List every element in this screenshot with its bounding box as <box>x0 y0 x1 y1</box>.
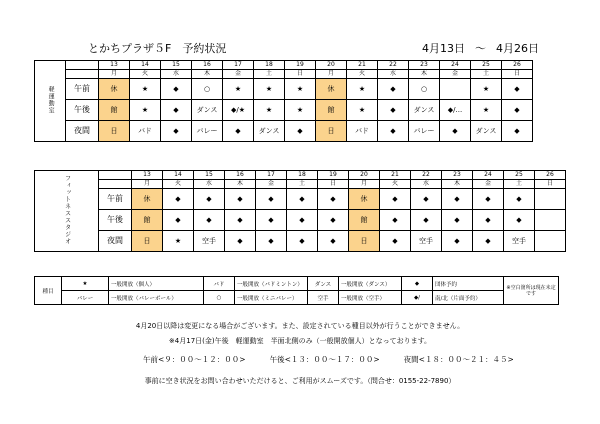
schedule-cell: ★ <box>130 79 161 100</box>
header-blank <box>98 171 131 180</box>
schedule-cell <box>534 210 565 231</box>
day-number: 13 <box>99 61 130 70</box>
schedule-cell: ◆ <box>224 210 255 231</box>
legend-symbol: バド <box>204 277 235 291</box>
day-of-week: 日 <box>502 70 533 79</box>
legend-desc: 一般開放（ミニバレー） <box>235 291 308 305</box>
schedule-cell: ◆ <box>441 189 472 210</box>
day-number: 13 <box>131 171 162 180</box>
schedule-table-fitness-studio <box>34 170 566 252</box>
schedule-cell: ○ <box>192 79 223 100</box>
facility-name <box>35 171 99 252</box>
day-number: 24 <box>472 171 503 180</box>
schedule-cell: ◆ <box>410 210 441 231</box>
schedule-cell: ◆ <box>224 189 255 210</box>
day-of-week: 水 <box>378 70 409 79</box>
day-of-week: 土 <box>254 70 285 79</box>
day-of-week: 金 <box>255 180 286 189</box>
schedule-cell: バド <box>347 121 378 142</box>
schedule-cell: ◆ <box>161 121 192 142</box>
day-number: 18 <box>254 61 285 70</box>
schedule-cell: ◆ <box>317 231 348 252</box>
day-number: 25 <box>503 171 534 180</box>
schedule-cell: ★ <box>471 100 502 121</box>
schedule-cell: バレー <box>192 121 223 142</box>
day-of-week: 火 <box>347 70 378 79</box>
schedule-cell: ◆ <box>162 189 193 210</box>
schedule-cell: 空手 <box>193 231 224 252</box>
closed-day-cell: 日 <box>348 231 379 252</box>
day-number: 18 <box>286 171 317 180</box>
time-slot-label: 午後 <box>66 100 99 121</box>
day-number: 16 <box>192 61 223 70</box>
range-end: 4月26日 <box>496 42 539 55</box>
legend-desc: 一般開放（バドミントン） <box>235 277 308 291</box>
day-of-week: 水 <box>161 70 192 79</box>
schedule-cell: ★ <box>471 79 502 100</box>
schedule-cell: ◆ <box>317 210 348 231</box>
schedule-cell: ◆ <box>472 189 503 210</box>
schedule-cell: ◆ <box>379 231 410 252</box>
day-number: 14 <box>130 61 161 70</box>
schedule-cell: ◆/... <box>440 100 471 121</box>
closed-day-cell: 日 <box>131 231 162 252</box>
schedule-cell: バド <box>130 121 161 142</box>
day-number: 22 <box>378 61 409 70</box>
schedule-cell: ◆ <box>503 189 534 210</box>
day-of-week: 水 <box>193 180 224 189</box>
day-of-week: 日 <box>534 180 565 189</box>
time-morning: 午前<９：００～１２：００> <box>143 355 246 364</box>
closed-day-cell: 休 <box>99 79 130 100</box>
schedule-cell: ◆ <box>379 189 410 210</box>
day-of-week: 木 <box>409 70 440 79</box>
legend-symbol: ダンス <box>308 277 339 291</box>
header-blank <box>98 180 131 189</box>
day-of-week: 日 <box>285 70 316 79</box>
time-slot-label: 夜間 <box>98 231 131 252</box>
facility-name-text: フィットネススタジオ <box>63 174 71 245</box>
day-number: 23 <box>409 61 440 70</box>
schedule-cell: ダンス <box>471 121 502 142</box>
day-of-week: 月 <box>348 180 379 189</box>
closed-day-cell: 休 <box>348 189 379 210</box>
time-slot-label: 午前 <box>98 189 131 210</box>
schedule-cell: ダンス <box>409 100 440 121</box>
day-number: 14 <box>162 171 193 180</box>
facility-name <box>35 61 66 142</box>
day-of-week: 火 <box>162 180 193 189</box>
time-afternoon: 午後<１３：００～１７：００> <box>269 355 380 364</box>
day-of-week: 土 <box>503 180 534 189</box>
schedule-cell: ★ <box>130 100 161 121</box>
schedule-cell: ◆/★ <box>223 100 254 121</box>
schedule-cell: 空手 <box>410 231 441 252</box>
schedule-cell: ◆ <box>441 231 472 252</box>
schedule-cell: ダンス <box>192 100 223 121</box>
schedule-cell: ◆ <box>440 121 471 142</box>
schedule-cell: ◆ <box>502 100 533 121</box>
facility-name-text: 軽運動室 <box>47 85 55 114</box>
schedule-cell: ★ <box>285 79 316 100</box>
day-of-week: 土 <box>471 70 502 79</box>
day-of-week: 火 <box>130 70 161 79</box>
schedule-cell: ◆ <box>193 189 224 210</box>
schedule-cell: ◆ <box>224 231 255 252</box>
schedule-cell: ダンス <box>254 121 285 142</box>
closed-day-cell: 館 <box>131 210 162 231</box>
day-of-week: 土 <box>286 180 317 189</box>
schedule-cell: ◆ <box>286 210 317 231</box>
schedule-cell: ◆ <box>193 210 224 231</box>
legend-desc: 一般開放（空手） <box>339 291 402 305</box>
schedule-cell: ◆ <box>378 100 409 121</box>
day-number: 20 <box>348 171 379 180</box>
day-number: 19 <box>285 61 316 70</box>
closed-day-cell: 日 <box>316 121 347 142</box>
legend-label: 種目 <box>35 277 62 305</box>
schedule-table-light-gym <box>34 60 533 142</box>
range-separator: 〜 <box>475 42 486 55</box>
legend-desc: 一般開放（バレーボール） <box>109 291 204 305</box>
schedule-cell: ◆ <box>255 231 286 252</box>
day-of-week: 火 <box>379 180 410 189</box>
schedule-cell: ★ <box>347 100 378 121</box>
day-number: 25 <box>471 61 502 70</box>
notice-line-1: 4月20日以降は変更になる場合がございます。また、設定されている種目以外が行うことができません。 <box>135 322 465 330</box>
day-number: 21 <box>347 61 378 70</box>
schedule-cell <box>534 231 565 252</box>
contact-info: 事前に空き状況をお問い合わせいただけると、ご利用がスムーズです。（問合せ：0155-22-7890） <box>144 377 456 385</box>
day-number: 16 <box>224 171 255 180</box>
day-of-week: 金 <box>440 70 471 79</box>
schedule-cell: ◆ <box>223 121 254 142</box>
day-of-week: 木 <box>441 180 472 189</box>
time-slots <box>143 354 538 365</box>
date-range <box>422 40 539 56</box>
legend-symbol: ○ <box>204 291 235 305</box>
closed-day-cell: 館 <box>348 210 379 231</box>
range-start: 4月13日 <box>422 42 465 55</box>
day-number: 17 <box>255 171 286 180</box>
schedule-cell: ◆ <box>378 121 409 142</box>
schedule-cell: ○ <box>409 79 440 100</box>
schedule-cell: ◆ <box>161 100 192 121</box>
header-blank <box>66 61 99 70</box>
day-number: 17 <box>223 61 254 70</box>
notice-line-2: ※4月17日(金)午後 軽運動室 半面北側のみ（一般開放個人）となっております。 <box>168 337 432 345</box>
day-number: 21 <box>379 171 410 180</box>
day-of-week: 水 <box>410 180 441 189</box>
day-number: 23 <box>441 171 472 180</box>
schedule-cell: ◆ <box>472 231 503 252</box>
schedule-cell: ◆ <box>503 210 534 231</box>
schedule-cell: ◆ <box>502 121 533 142</box>
schedule-cell: ◆ <box>441 210 472 231</box>
day-of-week: 木 <box>192 70 223 79</box>
day-number: 26 <box>502 61 533 70</box>
day-of-week: 木 <box>224 180 255 189</box>
schedule-cell: ◆ <box>410 189 441 210</box>
day-number: 24 <box>440 61 471 70</box>
time-slot-label: 午後 <box>98 210 131 231</box>
schedule-cell: ◆ <box>285 121 316 142</box>
legend-symbol: ★ <box>62 277 109 291</box>
legend-note: ※空白箇所は現在未定です <box>504 277 559 305</box>
legend-symbol: バレー <box>62 291 109 305</box>
day-number: 22 <box>410 171 441 180</box>
legend-desc: 一般開放（個人） <box>109 277 204 291</box>
schedule-cell: バレー <box>409 121 440 142</box>
schedule-cell: ◆ <box>162 210 193 231</box>
schedule-cell: ◆ <box>379 210 410 231</box>
day-of-week: 月 <box>316 70 347 79</box>
header-blank <box>66 70 99 79</box>
day-number: 19 <box>317 171 348 180</box>
schedule-cell: ★ <box>254 79 285 100</box>
legend-symbol: ◆/ <box>402 291 433 305</box>
closed-day-cell: 日 <box>99 121 130 142</box>
day-of-week: 金 <box>472 180 503 189</box>
page-title: とかちプラザ５F 予約状況 <box>88 42 227 55</box>
day-of-week: 月 <box>131 180 162 189</box>
schedule-cell: ★ <box>162 231 193 252</box>
closed-day-cell: 休 <box>131 189 162 210</box>
closed-day-cell: 休 <box>316 79 347 100</box>
schedule-cell: ★ <box>347 79 378 100</box>
day-number: 26 <box>534 171 565 180</box>
day-of-week: 金 <box>223 70 254 79</box>
closed-day-cell: 館 <box>316 100 347 121</box>
legend-desc: 一般開放（ダンス） <box>339 277 402 291</box>
day-number: 20 <box>316 61 347 70</box>
day-of-week: 日 <box>317 180 348 189</box>
day-number: 15 <box>193 171 224 180</box>
schedule-cell: ◆ <box>255 189 286 210</box>
legend-table <box>34 276 559 305</box>
schedule-cell: ★ <box>254 100 285 121</box>
schedule-cell: ◆ <box>472 210 503 231</box>
legend-symbol: ◆ <box>402 277 433 291</box>
schedule-cell <box>534 189 565 210</box>
schedule-cell: ◆ <box>502 79 533 100</box>
time-slot-label: 午前 <box>66 79 99 100</box>
day-number: 15 <box>161 61 192 70</box>
schedule-cell: ◆ <box>378 79 409 100</box>
legend-desc: 南/北（片面予約） <box>433 291 504 305</box>
schedule-cell: ★ <box>285 100 316 121</box>
closed-day-cell: 館 <box>99 100 130 121</box>
schedule-cell: 空手 <box>503 231 534 252</box>
schedule-cell: ◆ <box>286 231 317 252</box>
time-night: 夜間<１８：００～２１：４５> <box>403 355 514 364</box>
day-of-week: 月 <box>99 70 130 79</box>
schedule-cell: ◆ <box>255 210 286 231</box>
schedule-cell <box>440 79 471 100</box>
schedule-cell: ★ <box>223 79 254 100</box>
legend-symbol: 空手 <box>308 291 339 305</box>
time-slot-label: 夜間 <box>66 121 99 142</box>
schedule-cell: ◆ <box>286 189 317 210</box>
legend-desc: 団体予約 <box>433 277 504 291</box>
schedule-cell: ◆ <box>317 189 348 210</box>
schedule-cell: ◆ <box>161 79 192 100</box>
